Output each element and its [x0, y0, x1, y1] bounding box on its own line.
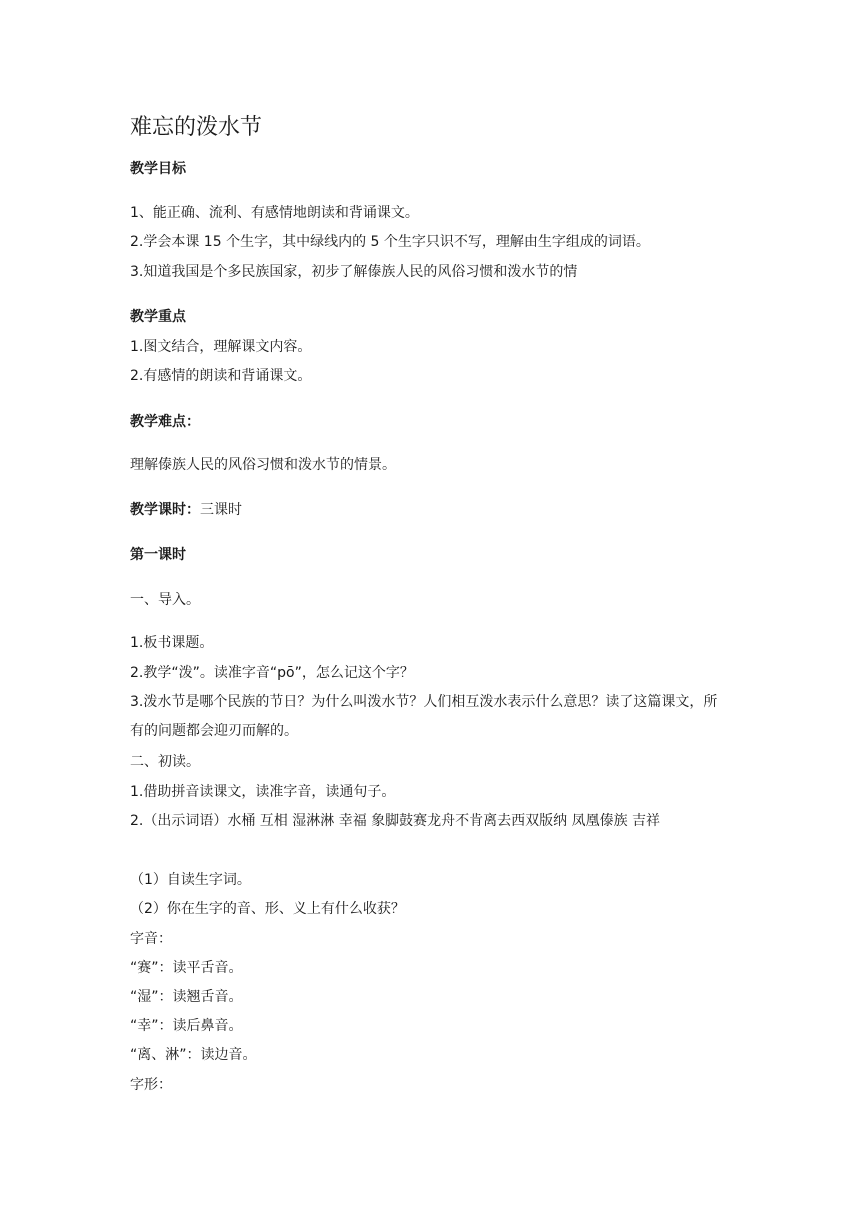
- difficulty-heading: 教学难点：: [130, 414, 200, 430]
- lesson1-heading: 第一课时: [130, 547, 186, 563]
- difficulty-text: 理解傣族人民的风俗习惯和泼水节的情景。: [130, 457, 396, 473]
- list-item: 1.板书课题。: [130, 635, 214, 651]
- list-item: 1.借助拼音读课文，读准字音，读通句子。: [130, 784, 396, 800]
- key-point-item: 1.图文结合，理解课文内容。: [130, 339, 312, 355]
- section-heading: 一、导入。: [130, 592, 200, 608]
- list-item: （1）自读生字词。: [130, 872, 251, 888]
- sound-item: “赛”：读平舌音。: [130, 960, 243, 976]
- key-points-heading: 教学重点: [130, 309, 186, 325]
- objective-item: 1、能正确、流利、有感情地朗读和背诵课文。: [130, 205, 419, 221]
- sound-heading: 字音：: [130, 931, 172, 947]
- section-heading: 二、初读。: [130, 754, 200, 770]
- sound-item: “离、淋”：读边音。: [130, 1047, 257, 1063]
- sound-item: “湿”：读翘舌音。: [130, 989, 243, 1005]
- list-item: 2.教学“泼”。读准字音“pō”，怎么记这个字？: [130, 665, 414, 681]
- page-title: 难忘的泼水节: [130, 115, 263, 140]
- shape-heading: 字形：: [130, 1077, 172, 1093]
- objectives-heading: 教学目标: [130, 161, 186, 177]
- list-item: 2.（出示词语）水桶 互相 湿淋淋 幸福 象脚鼓赛龙舟不肯离去西双版纳 凤凰傣族 吉祥: [130, 813, 661, 829]
- objective-item: 3.知道我国是个多民族国家，初步了解傣族人民的风俗习惯和泼水节的情: [130, 264, 578, 280]
- class-hours: [130, 500, 242, 520]
- objective-item: 2.学会本课 15 个生字，其中绿线内的 5 个生字只识不写，理解由生字组成的词语。: [130, 234, 650, 250]
- list-item: 3.泼水节是哪个民族的节日？为什么叫泼水节？人们相互泼水表示什么意思？读了这篇课文，所有的问题都会迎刃而解的。: [130, 694, 718, 739]
- key-point-item: 2.有感情的朗读和背诵课文。: [130, 368, 312, 384]
- sound-item: “幸”：读后鼻音。: [130, 1018, 243, 1034]
- class-hours-value: 三课时: [200, 502, 242, 518]
- list-item: （2）你在生字的音、形、义上有什么收获？: [130, 901, 405, 917]
- class-hours-label: 教学课时：: [130, 502, 200, 518]
